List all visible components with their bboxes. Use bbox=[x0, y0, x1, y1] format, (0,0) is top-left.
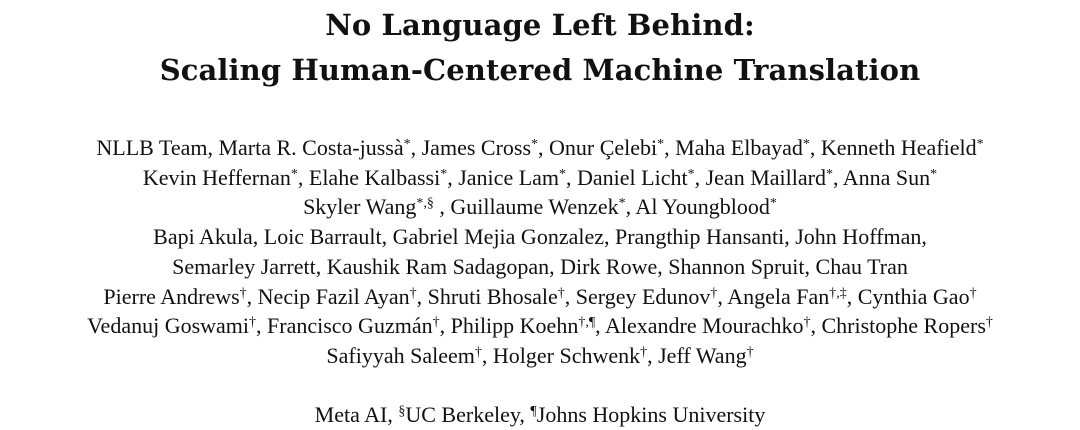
author-affiliation-marker: † bbox=[746, 344, 754, 360]
author-name: , Janice Lam bbox=[447, 164, 560, 190]
author-affiliation-marker: † bbox=[557, 285, 565, 301]
author-line bbox=[0, 252, 1080, 282]
author-name: , Christophe Ropers bbox=[810, 313, 986, 339]
author-name: Bapi Akula, Loic Barrault, Gabriel Mejia Gonzalez, Prangthip Hansanti, John Hoffman, bbox=[153, 224, 927, 250]
author-name: , Philipp Koehn bbox=[439, 313, 579, 339]
author-affiliation-marker: † bbox=[969, 285, 977, 301]
author-affiliation-marker: † bbox=[985, 315, 993, 331]
author-name: , Francisco Guzmán bbox=[256, 313, 433, 339]
author-name: Semarley Jarrett, Kaushik Ram Sadagopan, Dirk Rowe, Shannon Spruit, Chau Tran bbox=[172, 253, 908, 279]
author-name: , Jeff Wang bbox=[647, 342, 747, 368]
author-affiliation-marker: * bbox=[290, 166, 298, 182]
author-affiliation-marker: † bbox=[640, 344, 648, 360]
author-list bbox=[0, 133, 1080, 371]
author-name: NLLB Team, bbox=[96, 135, 219, 160]
author-name: , Maha Elbayad bbox=[664, 135, 803, 160]
author-line bbox=[0, 192, 1080, 222]
author-name: Marta R. Costa-jussà bbox=[218, 135, 404, 160]
author-name: , Holger Schwenk bbox=[481, 342, 641, 368]
affiliation-marker: ¶ bbox=[530, 403, 537, 419]
author-affiliation-marker: † bbox=[710, 285, 718, 301]
author-name: , Daniel Licht bbox=[566, 164, 688, 190]
author-name: , Alexandre Mourachko bbox=[595, 313, 804, 339]
author-affiliation-marker: †,¶ bbox=[578, 315, 596, 331]
author-affiliation-marker: † bbox=[803, 315, 811, 331]
author-affiliation-marker: * bbox=[930, 166, 938, 182]
author-name: Kevin Heffernan bbox=[142, 164, 291, 190]
title-line-1: No Language Left Behind: bbox=[325, 8, 755, 42]
author-name: Vedanuj Goswami bbox=[87, 313, 250, 339]
author-name: Pierre Andrews bbox=[103, 283, 240, 309]
author-name: , Shruti Bhosale bbox=[416, 283, 558, 309]
author-affiliation-marker: † bbox=[239, 285, 247, 301]
author-affiliation-marker: * bbox=[687, 166, 695, 182]
author-name: , Al Youngblood bbox=[625, 194, 770, 220]
author-affiliation-marker: † bbox=[409, 285, 417, 301]
author-affiliation-marker: * bbox=[976, 137, 984, 152]
author-name: , Onur Çelebi bbox=[538, 135, 658, 160]
author-name: , Kenneth Heafield bbox=[809, 135, 977, 160]
author-affiliation-marker: * bbox=[802, 137, 810, 152]
author-affiliation-marker: * bbox=[769, 196, 777, 212]
title-line-2: Scaling Human-Centered Machine Translation bbox=[159, 53, 921, 87]
author-affiliation-marker: † bbox=[432, 315, 440, 331]
author-affiliation-marker: * bbox=[531, 137, 539, 152]
author-affiliation-marker: *,§ bbox=[416, 196, 434, 212]
affiliation-marker: § bbox=[398, 403, 406, 419]
author-line bbox=[0, 311, 1080, 341]
author-name: , Guillaume Wenzek bbox=[433, 194, 619, 220]
author-line bbox=[0, 133, 1080, 163]
author-affiliation-marker: * bbox=[618, 196, 626, 212]
affiliation-name: Johns Hopkins University bbox=[536, 401, 766, 427]
author-name: Safiyyah Saleem bbox=[326, 342, 475, 368]
paper-title bbox=[0, 3, 1080, 93]
author-name: , Cynthia Gao bbox=[846, 283, 970, 309]
author-name: , James Cross bbox=[410, 135, 532, 160]
author-affiliation-marker: * bbox=[825, 166, 833, 182]
affiliation-name: UC Berkeley, bbox=[405, 401, 531, 427]
author-affiliation-marker: † bbox=[474, 344, 482, 360]
author-line bbox=[0, 163, 1080, 193]
author-name: , Angela Fan bbox=[717, 283, 830, 309]
author-name: , Jean Maillard bbox=[694, 164, 826, 190]
author-affiliation-marker: * bbox=[559, 166, 567, 182]
author-name: , Elahe Kalbassi bbox=[297, 164, 441, 190]
author-affiliation-marker: † bbox=[249, 315, 257, 331]
author-line bbox=[0, 341, 1080, 371]
affiliation-name: Meta AI, bbox=[314, 401, 399, 427]
affiliations bbox=[0, 400, 1080, 430]
author-name: , Anna Sun bbox=[832, 164, 931, 190]
author-name: Skyler Wang bbox=[303, 194, 417, 220]
author-line bbox=[0, 282, 1080, 312]
author-affiliation-marker: * bbox=[657, 137, 665, 152]
author-name: , Sergey Edunov bbox=[564, 283, 711, 309]
author-affiliation-marker: †,‡ bbox=[829, 285, 847, 301]
author-line bbox=[0, 222, 1080, 252]
author-affiliation-marker: * bbox=[440, 166, 448, 182]
author-affiliation-marker: * bbox=[403, 137, 411, 152]
author-name: , Necip Fazil Ayan bbox=[246, 283, 410, 309]
